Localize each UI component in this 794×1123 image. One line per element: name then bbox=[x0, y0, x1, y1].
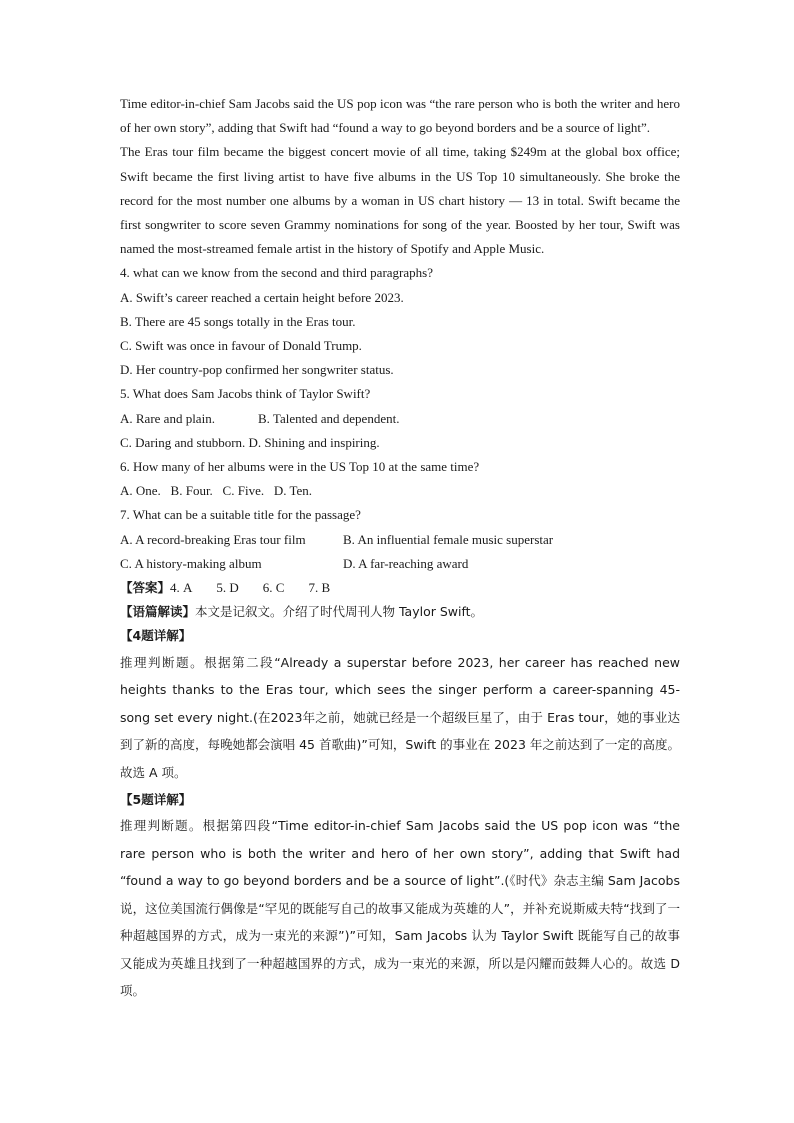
detail-4-heading: 【4题详解】 bbox=[120, 628, 192, 644]
answer-label: 【答案】 bbox=[120, 580, 171, 596]
option-row: C. Daring and stubborn. D. Shining and inspiring. bbox=[120, 434, 380, 450]
option-a: A. Rare and plain. bbox=[120, 410, 215, 426]
question-4 bbox=[120, 261, 680, 382]
passage-paragraph-1: Time editor-in-chief Sam Jacobs said the US pop icon was “the rare person who is both the writer and hero of her own story”, adding that Swift had “found a way to go beyond borders and be a source of light”. bbox=[120, 96, 680, 136]
option-d: D. Her country-pop confirmed her songwriter status. bbox=[120, 362, 394, 378]
question-stem: 4. what can we know from the second and third paragraphs? bbox=[120, 265, 433, 281]
option-b: B. There are 45 songs totally in the Eras tour. bbox=[120, 313, 356, 329]
question-stem: 6. How many of her albums were in the US Top 10 at the same time? bbox=[120, 459, 480, 475]
option-d: D. A far-reaching award bbox=[343, 555, 469, 571]
option-c: C. A history-making album bbox=[120, 555, 262, 571]
answer-item: 5. D bbox=[216, 580, 239, 596]
question-stem: 7. What can be a suitable title for the passage? bbox=[120, 507, 361, 523]
detail-4-text: 推理判断题。根据第二段“Already a superstar before 2023, her career has reached new heights thanks to the Eras tour, which sees the singer perform a career-spanning 45-song set every night.(在2023年之前，她就已经是一个超级巨星了，由于 Eras tour，她的事业达到了新的高度，每晚她都会演唱 45 首歌曲)”可知，Swift 的事业在 2023 年之前达到了一定的高度。故选 A 项。 bbox=[120, 654, 680, 780]
analysis-line bbox=[120, 600, 680, 624]
answer-line bbox=[120, 576, 680, 600]
question-6 bbox=[120, 455, 680, 503]
question-5 bbox=[120, 382, 680, 455]
answer-item: 7. B bbox=[308, 580, 331, 596]
analysis-label: 【语篇解读】 bbox=[120, 604, 196, 620]
question-7 bbox=[120, 503, 680, 576]
document-page bbox=[120, 92, 680, 1005]
option-row: A. One. B. Four. C. Five. D. Ten. bbox=[120, 483, 313, 499]
option-c: C. Swift was once in favour of Donald Trump. bbox=[120, 338, 362, 354]
option-b: B. Talented and dependent. bbox=[258, 410, 400, 426]
option-a: A. A record-breaking Eras tour film bbox=[120, 531, 306, 547]
analysis-text: 本文是记叙文。介绍了时代周刊人物 Taylor Swift。 bbox=[195, 604, 484, 620]
passage-paragraph-2: The Eras tour film became the biggest concert movie of all time, taking $249m at the global box office; Swift became the first living artist to have five albums in the US Top 10 simultaneously. She broke the record for the most number one albums by a woman in US chart history — 13 in total. Swift became the first songwriter to score seven Grammy nominations for song of the year. Boosted by her tour, Swift was named the most-streamed female artist in the history of Spotify and Apple Music. bbox=[120, 144, 680, 257]
detail-5-heading: 【5题详解】 bbox=[120, 792, 192, 808]
answer-item: 6. C bbox=[262, 580, 285, 596]
option-row bbox=[120, 528, 680, 552]
question-stem: 5. What does Sam Jacobs think of Taylor Swift? bbox=[120, 386, 371, 402]
detail-5-text: 推理判断题。根据第四段“Time editor-in-chief Sam Jacobs said the US pop icon was “the rare person who is both the writer and hero of her own story”, adding that Swift had “found a way to go beyond borders and be a source of light”.(《时代》杂志主编 Sam Jacobs 说，这位美国流行偶像是“罕见的既能写自己的故事又能成为英雄的人”，并补充说斯威夫特“找到了一种超越国界的方式，成为一束光的来源”)”可知，Sam Jacobs 认为 Taylor Swift 既能写自己的故事又能成为英雄且找到了一种超越国界的方式，成为一束光的来源，所以是闪耀而鼓舞人心的。故选 D 项。 bbox=[120, 818, 680, 999]
option-row bbox=[120, 407, 680, 431]
option-b: B. An influential female music superstar bbox=[343, 531, 554, 547]
option-row bbox=[120, 552, 680, 576]
answer-item: 4. A bbox=[170, 580, 193, 596]
option-a: A. Swift’s career reached a certain height before 2023. bbox=[120, 289, 404, 305]
